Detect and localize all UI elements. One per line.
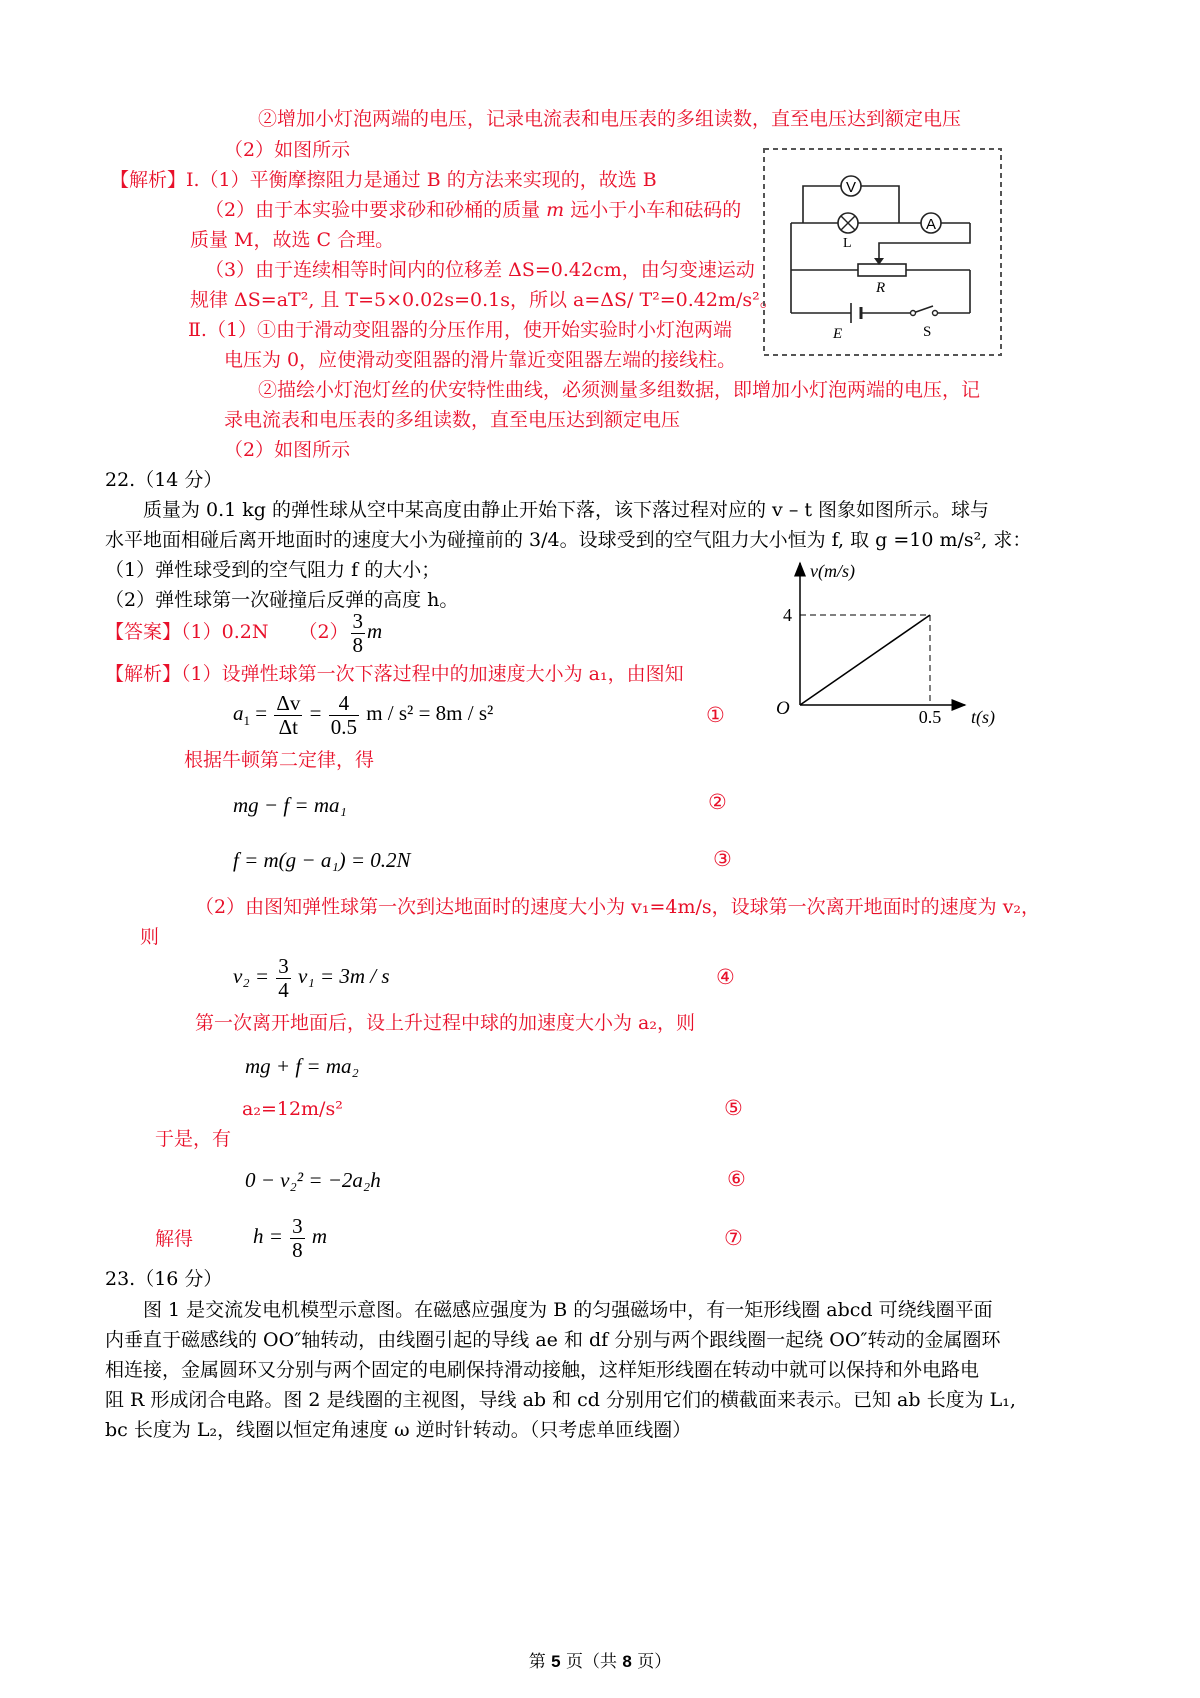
equation-3: f = m(g − a₁) = 0.2N [233,848,411,872]
ammeter-label: A [925,216,937,233]
eq-lhs: h = [253,1224,283,1248]
analysis-line-II4: 录电流表和电压表的多组读数，直至电压达到额定电压 [224,409,681,431]
analysis-line-II3: ②描绘小灯泡灯丝的伏安特性曲线，必须测量多组数据，即增加小灯泡两端的电压，记 [258,379,981,401]
eq-tail: m / s² = 8m / s² [366,701,494,725]
lamp-label: L [843,236,852,251]
eq-tail: v₁ = 3m / s [298,964,390,988]
analysis-line-I3a: （3）由于连续相等时间内的位移差 ΔS=0.42cm，由匀变速运动 [205,259,755,281]
eq4-fraction [276,955,291,1002]
rheostat-icon [858,264,906,276]
equation-1: $a_1$ = $\frac{\Delta v}{\Delta t}$ = $\frac{4}{0.5}$ m / s² = 8m / s² [233,690,494,739]
answer-2-unit: m [367,619,383,643]
eq-number-2: ② [708,790,727,814]
analysis-line-II1: Ⅱ.（1）①由于滑动变阻器的分压作用，使开始实验时小灯泡两端 [188,319,733,341]
analysis-label-2: 【解析】 [105,663,182,685]
text-segment: （2）由于本实验中要求砂和砂桶的质量 [205,199,547,221]
q22-analysis-line-1 [105,662,684,686]
answer-2-fraction [351,610,366,657]
footer-text: 页） [631,1652,672,1672]
q22-subq-1: （1）弹性球受到的空气阻力 f 的大小； [105,559,441,581]
q22-para-1: 质量为 0.1 kg 的弹性球从空中某高度由静止开始下落，该下落过程对应的 v – t 图象如图所示。球与 [143,499,990,521]
y-axis-label: v(m/s) [810,561,855,581]
equation-7 [253,1213,327,1262]
analysis-line-I2b: 质量 M，故选 C 合理。 [190,229,395,251]
q22-analysis-line-6: 解得 [155,1228,194,1250]
fraction-denominator: 8 [352,632,364,657]
velocity-line [800,615,930,705]
q22-analysis-line-4: 第一次离开地面后，设上升过程中球的加速度大小为 a₂，则 [195,1012,695,1034]
footer-text: 第 [528,1652,552,1672]
q22-analysis-line-3b: 则 [140,926,160,948]
x-tick-label: 0.5 [918,707,942,727]
analysis-line-I1 [110,168,657,192]
analysis-line-II2: 电压为 0，应使滑动变阻器的滑片靠近变阻器左端的接线柱。 [224,349,737,371]
circuit-diagram [763,148,1003,358]
analysis-text: （1）设弹性球第一次下落过程中的加速度大小为 a₁，由图知 [181,663,684,685]
fraction-denominator: Δt [278,714,299,739]
origin-label: O [776,698,790,719]
equation-5: mg + f = ma₂ [245,1054,359,1078]
switch-icon [911,311,916,316]
equation-2: mg − f = ma₁ [233,793,347,817]
q22-analysis-line-5: 于是，有 [155,1128,232,1150]
figure-ref-line: （2）如图所示 [224,139,351,161]
eq-unit: m [311,1224,328,1248]
fraction-numerator: 3 [352,608,364,633]
eq-number-3: ③ [713,847,732,871]
page-footer [0,1647,1200,1672]
eq-lhs: v₂ = [233,964,270,988]
q23-para-4: 阻 R 形成闭合电路。图 2 是线圈的主视图，导线 ab 和 cd 分别用它们的横截面来表示。已知 ab 长度为 L₁, [105,1389,1016,1411]
fraction-numerator: 3 [278,953,289,978]
eq-var: a [233,701,244,725]
q23-header: 23.（16 分） [105,1268,223,1290]
eq-number-7: ⑦ [724,1226,743,1250]
equation-5b: a₂=12m/s² [242,1098,343,1120]
q23-para-2: 内垂直于磁感线的 OO″轴转动，由线圈引起的导线 ae 和 df 分别与两个跟线圈一起绕 OO″转动的金属圈环 [105,1329,1001,1351]
equation-4 [233,953,390,1002]
footer-text: 页（共 [560,1652,623,1672]
battery-label: E [833,326,843,342]
q22-subq-2: （2）弹性球第一次碰撞后反弹的高度 h。 [105,589,459,611]
eq-sub: 1 [243,713,250,729]
y-tick-label: 4 [783,605,792,625]
analysis-text: Ⅰ.（1）平衡摩擦阻力是通过 B 的方法来实现的，故选 B [186,169,657,191]
q22-answer [105,608,382,657]
eq1-fraction-2 [329,692,359,739]
fraction-denominator: 4 [278,977,289,1002]
equation-6: 0 − v₂² = −2a₂h [245,1168,381,1192]
fraction-denominator: 8 [292,1237,303,1262]
analysis-label: 【解析】 [110,169,187,191]
eq7-fraction [290,1215,305,1262]
page-number: 5 [551,1652,561,1671]
total-pages: 8 [622,1652,632,1671]
step2-line: ②增加小灯泡两端的电压，记录电流表和电压表的多组读数，直至电压达到额定电压 [258,108,962,130]
q23-para-3: 相连接，金属圆环又分别与两个固定的电刷保持滑动接触，这样矩形线圈在转动中就可以保持和外电路电 [105,1359,980,1381]
eq-number-5: ⑤ [724,1096,743,1120]
fraction-numerator: 3 [292,1213,303,1238]
q22-para-2: 水平地面相碰后离开地面时的速度大小为碰撞前的 3/4。设球受到的空气阻力大小恒为 f, 取 g =10 m/s², 求： [105,529,1032,551]
fraction-numerator: Δv [276,690,301,715]
analysis-line-I3b: 规律 ΔS=aT², 且 T=5×0.02s=0.1s，所以 a=ΔS/ T²=0.42m/s²。 [190,289,779,311]
fraction-numerator: 4 [329,692,359,716]
q23-para-1: 图 1 是交流发电机模型示意图。在磁感应强度为 B 的匀强磁场中，有一矩形线圈 abcd 可绕线圈平面 [143,1299,993,1321]
eq1-fraction-1 [274,692,302,739]
fraction-denominator: 0.5 [330,714,357,739]
math-var: m [546,199,565,221]
answer-label: 【答案】 [105,621,182,643]
eq-number-1: ① [706,703,725,727]
eq-number-4: ④ [716,965,735,989]
analysis-line-I2a [205,198,741,222]
answer-1: （1）0.2N [181,621,269,643]
answer-2-prefix: （2） [298,621,349,643]
vt-graph [770,555,1010,740]
q22-analysis-line-3: （2）由图知弹性球第一次到达地面时的速度大小为 v₁=4m/s，设球第一次离开地面时的速度为 v₂， [195,896,1041,918]
voltmeter-label: V [845,179,857,196]
q22-header: 22.（14 分） [105,469,223,491]
switch-label: S [923,324,932,340]
rheostat-label: R [876,280,886,296]
diagram-border [764,149,1001,355]
eq-number-6: ⑥ [727,1167,746,1191]
x-axis-label: t(s) [971,707,995,727]
q23-para-5: bc 长度为 L₂，线圈以恒定角速度 ω 逆时针转动。（只考虑单匝线圈） [105,1419,692,1441]
q22-analysis-line-2: 根据牛顿第二定律，得 [184,749,375,771]
figure-ref-line-2: （2）如图所示 [224,439,351,461]
text-segment: 远小于小车和砝码的 [564,199,742,221]
